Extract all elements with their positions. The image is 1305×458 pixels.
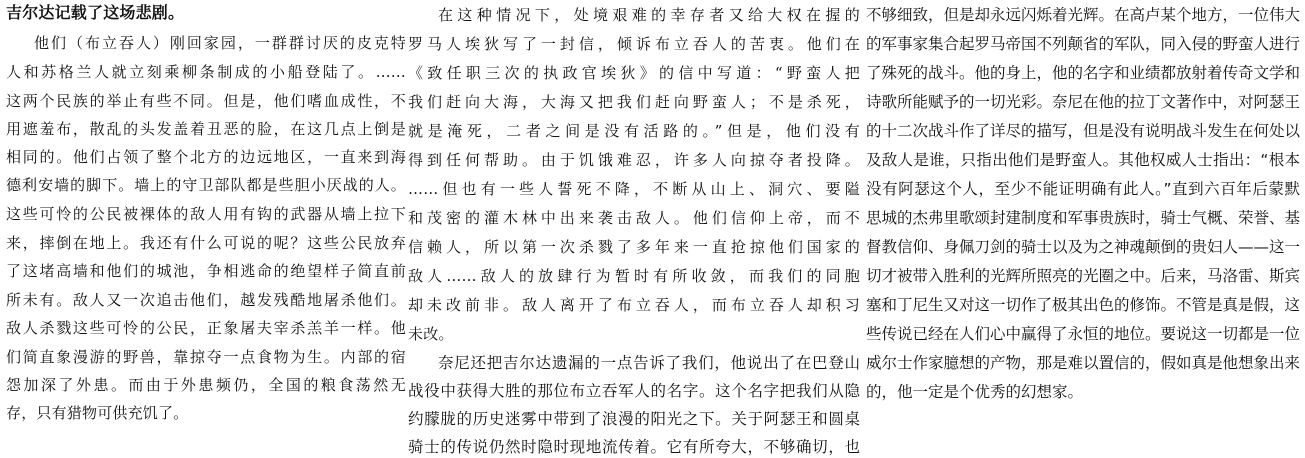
- body-line: 不够细致，但是却永远闪烁着光辉。在高卢某个地方，一位伟大: [866, 6, 1301, 24]
- quote-line: 了这堵高墙和他们的城池，争相逃命的绝望样子简直前: [6, 262, 406, 280]
- body-line: 督教信仰、身佩刀剑的骑士以及为之神魂颠倒的贵妇人——这一: [866, 238, 1301, 256]
- body-line: 的，他一定是个优秀的幻想家。: [866, 383, 1084, 401]
- body-line: 切才被带入胜利的光辉所照亮的光圈之中。后来，马洛雷、斯宾: [866, 267, 1301, 285]
- quote-line: 人和苏格兰人就立刻乘柳条制成的小船登陆了。……: [6, 63, 406, 81]
- body-line: 了殊死的战斗。他的身上，他的名字和业绩都放射着传奇文学和: [866, 64, 1301, 82]
- quote-line: 来，摔倒在地上。我还有什么可说的呢？这些公民放弃: [6, 234, 406, 252]
- quote-line: ……但也有一些人誓死不降，不断从山上、洞穴、要隘: [408, 180, 860, 198]
- quote-line: 敌人杀戮这些可怜的公民，正象屠夫宰杀羔羊一样。他: [6, 319, 406, 337]
- quote-line: 这两个民族的举止有些不同。但是，他们嗜血成性，不: [6, 92, 406, 110]
- quote-line: 在这种情况下，处境艰难的幸存者又给大权在握的: [438, 6, 860, 24]
- body-line: 及敌人是谁，只指出他们是野蛮人。其他权威人士指出：“根本: [866, 151, 1300, 169]
- quote-line: 怨加深了外患。而由于外患频仍，全国的粮食荡然无: [6, 376, 406, 394]
- text-column-left: [6, 0, 406, 440]
- quote-line: 他们（布立吞人）刚回家园，一群群讨厌的皮克特: [34, 34, 406, 52]
- body-line: 战役中获得大胜的那位布立吞军人的名字。这个名字把我们从隐: [408, 382, 860, 400]
- body-line: 思城的杰弗里歌颂封建制度和军事贵族时，骑士气概、荣誉、基: [866, 209, 1301, 227]
- body-line: 奈尼还把吉尔达遗漏的一点告诉了我们，他说出了在巴登山: [438, 354, 860, 372]
- quote-line: 《致任职三次的执政官埃狄》的信中写道：“野蛮人把: [408, 64, 860, 82]
- body-line: 约朦胧的历史迷雾中带到了浪漫的阳光之下。关于阿瑟王和圆桌: [408, 410, 860, 428]
- text-column-middle: [408, 0, 860, 456]
- text-column-right: [866, 0, 1300, 440]
- body-line: 的十二次战斗作了详尽的描写，但是没有说明战斗发生在何处以: [866, 122, 1301, 140]
- body-line: 骑士的传说仍然时隐时现地流传着。它有所夸大，不够确切，也: [408, 438, 860, 456]
- quote-line: 得到任何帮助。由于饥饿难忍，许多人向掠夺者投降。: [408, 151, 860, 169]
- body-line: 诗歌所能赋予的一切光彩。奈尼在他的拉丁文著作中，对阿瑟王: [866, 93, 1301, 111]
- body-line: 塞和丁尼生又对这一切作了极其出色的修饰。不管是真是假，这: [866, 296, 1301, 314]
- quote-line: 罗马人埃狄写了一封信，倾诉布立吞人的苦衷。他们在: [408, 35, 860, 53]
- quote-line: 德利安墙的脚下。墙上的守卫部队都是些胆小厌战的人。: [6, 176, 406, 194]
- body-line: 些传说已经在人们心中赢得了永恒的地位。要说这一切都是一位: [866, 325, 1301, 343]
- quote-line: 就是淹死，二者之间是没有活路的。”但是，他们没有: [408, 122, 860, 140]
- body-line: 的军事家集合起罗马帝国不列颠省的军队，同入侵的野蛮人进行: [866, 35, 1301, 53]
- quote-line: 用遮羞布，散乱的头发盖着丑恶的脸，在这几点上倒是: [6, 120, 406, 138]
- quote-line: 敌人……敌人的放肆行为暂时有所收敛，而我们的同胞: [408, 267, 860, 285]
- quote-line: 却未改前非。敌人离开了布立吞人，而布立吞人却积习: [408, 296, 860, 314]
- body-line: 没有阿瑟这个人，至少不能证明确有此人。”直到六百年后蒙默: [866, 180, 1300, 198]
- quote-line: 存，只有猎物可供充饥了。: [6, 404, 189, 422]
- quote-line: 信赖人，所以第一次杀戮了多年来一直抢掠他们国家的: [408, 238, 860, 256]
- body-line: 威尔士作家臆想的产物，那是难以置信的，假如真是他想象出来: [866, 354, 1301, 372]
- quote-line: 我们赶向大海，大海又把我们赶向野蛮人；不是杀死，: [408, 93, 860, 111]
- quote-line: 们简直象漫游的野兽，靠掠夺一点食物为生。内部的宿: [6, 348, 406, 366]
- quote-line: 相同的。他们占领了整个北方的边远地区，一直来到海: [6, 148, 406, 166]
- quote-line: 所未有。敌人又一次追击他们，越发残酷地屠杀他们。: [6, 291, 406, 309]
- quote-line: 和茂密的灌木林中出来袭击敌人。他们信仰上帝，而不: [408, 209, 860, 227]
- quote-line: 未改。: [408, 325, 454, 343]
- quote-line: 这些可怜的公民被裸体的敌人用有钩的武器从墙上拉下: [6, 205, 406, 223]
- paragraph-intro-line: 吉尔达记载了这场悲剧。: [6, 3, 185, 22]
